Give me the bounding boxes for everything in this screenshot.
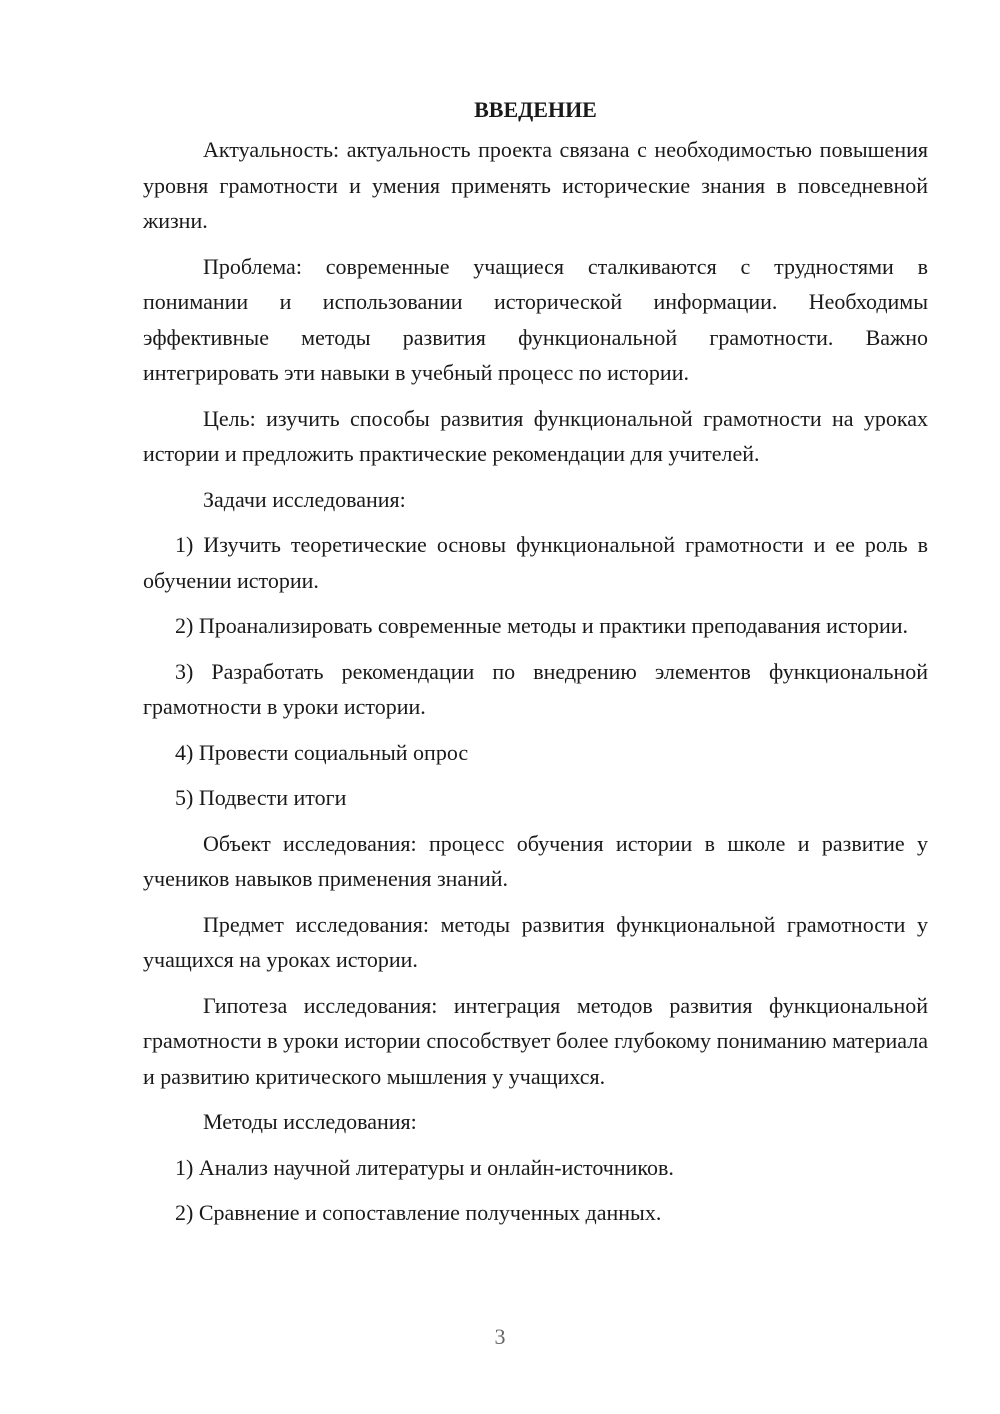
task-item-5: 5) Подвести итоги [175,785,347,810]
method-item-2: 2) Сравнение и сопоставление полученных данных. [175,1200,662,1225]
task-item-4: 4) Провести социальный опрос [175,739,469,765]
methods-intro: Методы исследования: [203,1109,417,1134]
goal-paragraph: Цель: изучить способы развития функциональной грамотности на уроках истории и предложить практические рекомендации для учителей. [143,405,928,466]
method-item-1: 1) Анализ научной литературы и онлайн-источников. [175,1154,674,1180]
section-heading: ВВЕДЕНИЕ [474,97,597,122]
object-paragraph: Объект исследования: процесс обучения истории в школе и развитие у учеников навыков применения знаний. [143,830,928,891]
hypothesis-paragraph: Гипотеза исследования: интеграция методов развития функциональной грамотности в уроки истории способствует более глубокому пониманию материала и развитию критического мышления у учащихся. [143,992,928,1089]
problem-paragraph: Проблема: современные учащиеся сталкиваются с трудностями в понимании и использовании исторической информации. Необходимы эффективные методы развития функциональной грамотности. Важно интегрировать эти навыки в учебный процесс по истории. [143,253,928,385]
task-item-2: 2) Проанализировать современные методы и практики преподавания истории. [175,613,909,638]
relevance-paragraph: Актуальность: актуальность проекта связана с необходимостью повышения уровня грамотности и умения применять исторические знания в повседневной жизни. [143,137,928,233]
task-item-3: 3) Разработать рекомендации по внедрению элементов функциональной грамотности в уроки истории. [143,658,928,719]
task-item-1: 1) Изучить теоретические основы функциональной грамотности и ее роль в обучении истории. [143,532,928,593]
document-page [143,92,928,1241]
subject-paragraph: Предмет исследования: методы развития функциональной грамотности у учащихся на уроках истории. [143,911,928,972]
page-number: 3 [494,1324,506,1349]
tasks-intro: Задачи исследования: [203,486,406,512]
